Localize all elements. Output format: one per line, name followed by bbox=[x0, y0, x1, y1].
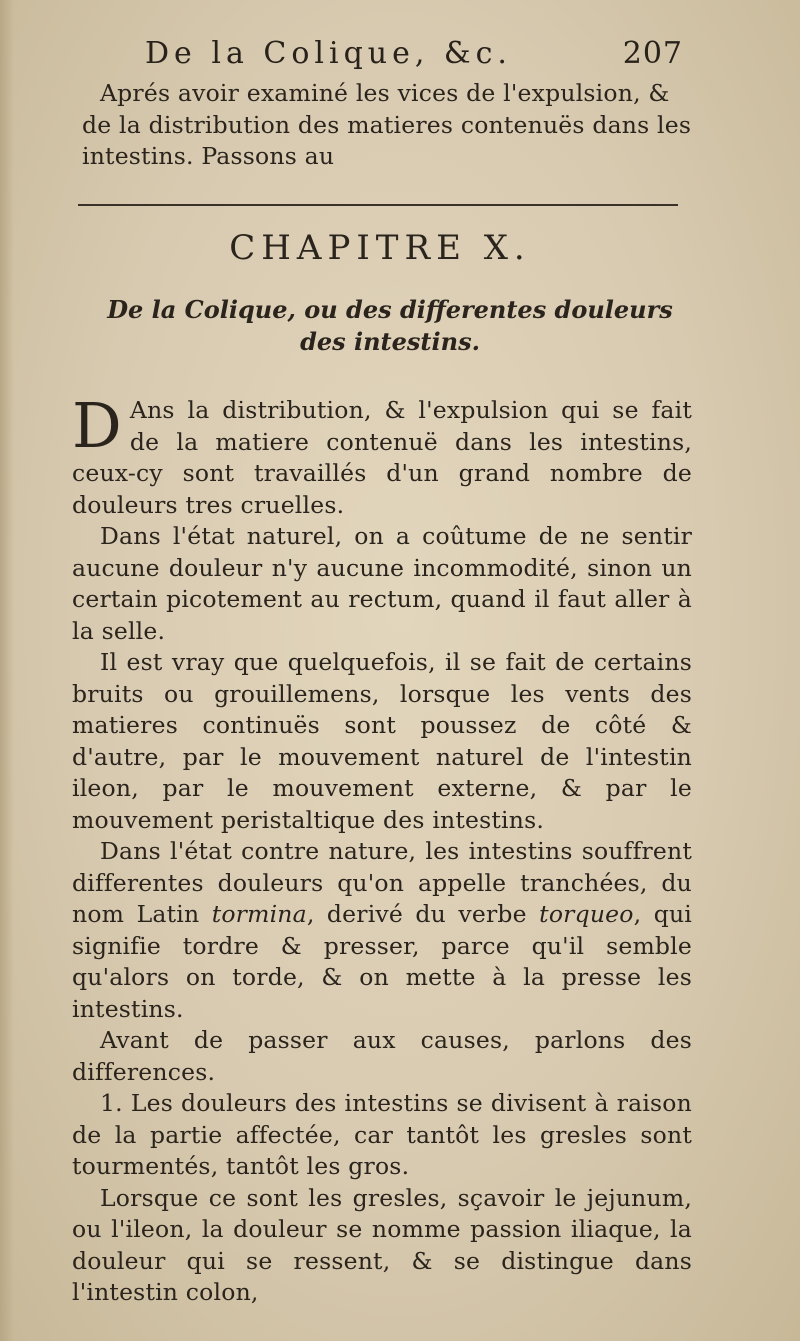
paragraph-1 bbox=[72, 389, 692, 521]
paragraph-6: 1. Les douleurs des intestins se divisent à raison de la partie affectée, car tantôt les gresles sont tourmentés, tantôt les gros. bbox=[72, 1089, 692, 1180]
intro-paragraph: Aprés avoir examiné les vices de l'expulsion, & de la distribution des matieres contenuës dans les intestins. Passons au bbox=[82, 79, 692, 170]
paragraph-4-part-a: Dans l'état contre nature, les intestins souffrent differentes douleurs qu'on appelle tranchées, du nom Latin bbox=[72, 837, 692, 928]
latin-term-tormina: tormina bbox=[211, 900, 307, 928]
paragraph-3: Il est vray que quelquefois, il se fait de certains bruits ou grouillemens, lorsque les vents des matieres continuës sont poussez de côté & d'autre, par le mouvement naturel de l'intestin ileon, par le mouvement externe, & par le mouvement peristaltique des intestins. bbox=[72, 648, 692, 834]
paragraph-5: Avant de passer aux causes, parlons des differences. bbox=[72, 1026, 692, 1086]
latin-term-torqueo: torqueo bbox=[539, 900, 634, 928]
paragraph-4-part-b: , derivé du verbe bbox=[306, 900, 527, 928]
running-head-title: De la Colique, &c. bbox=[145, 36, 512, 71]
section-divider bbox=[78, 204, 678, 206]
paragraph-1-text: Ans la distribution, & l'expulsion qui se fait de la matiere contenuë dans les intestins, ceux-cy sont travaillés d'un grand nombre de douleurs tres cruelles. bbox=[72, 396, 692, 519]
paragraph-4 bbox=[72, 836, 692, 1025]
running-head bbox=[145, 36, 705, 76]
paragraph-2: Dans l'état naturel, on a coûtume de ne sentir aucune douleur n'y aucune incommodité, sinon un certain picotement au rectum, quand il faut aller à la selle. bbox=[72, 522, 692, 645]
chapter-body bbox=[72, 389, 693, 1309]
paragraph-7: Lorsque ce sont les gresles, sçavoir le jejunum, ou l'ileon, la douleur se nomme passion iliaque, la douleur qui se ressent, & se distingue dans l'intestin colon, bbox=[72, 1183, 692, 1306]
paragraph-4-part-c: , qui signifie tordre & presser, parce qu'il semble qu'alors on torde, & on mette à la presse les intestins. bbox=[72, 900, 693, 1023]
chapter-title: CHAPITRE X. bbox=[229, 228, 531, 268]
page-number: 207 bbox=[622, 36, 683, 71]
drop-cap: D bbox=[72, 389, 122, 462]
chapter-subtitle: De la Colique, ou des differentes douleurs des intestins. bbox=[107, 295, 673, 356]
